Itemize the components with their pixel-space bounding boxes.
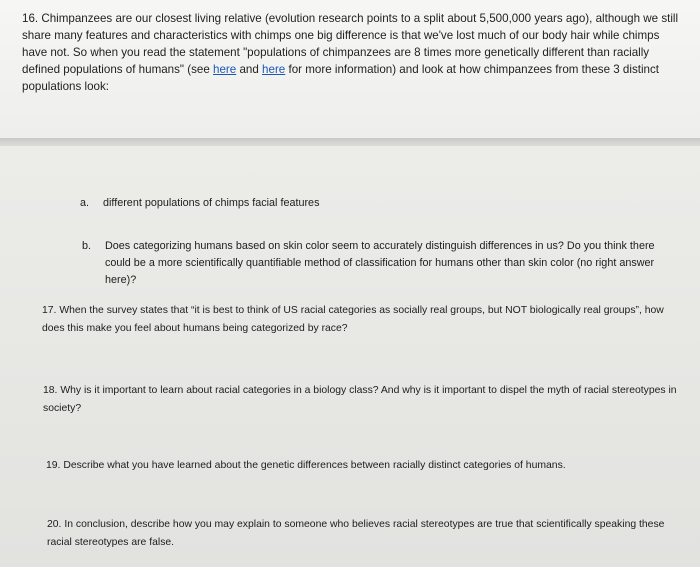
question-19: 19. Describe what you have learned about the genetic differences between racially distinct categories of humans. [46, 460, 566, 471]
sub-question-a [80, 195, 680, 212]
question-16-intro: 16. Chimpanzees are our closest living relative (evolution research points to a split about 5,500,000 years ago), although we still share many features and characteristics with chimps one big difference is that we've lost much of our body hair while chimps have not. So when you read the statement "populations of chimpanzees are 8 times more genetically different than racially defined populations of humans" (see [22, 12, 679, 76]
section-divider [0, 138, 700, 146]
here-link-1[interactable]: here [213, 63, 237, 76]
question-20: 20. In conclusion, describe how you may explain to someone who believes racial stereotypes are true that scientifically speaking these racial stereotypes are false. [47, 519, 665, 548]
question-18: 18. Why is it important to learn about racial categories in a biology class? And why is it important to dispel the myth of racial stereotypes in society? [43, 385, 677, 414]
question-16-panel [0, 0, 700, 138]
question-17: 17. When the survey states that “it is best to think of US racial categories as socially real groups, but NOT biologically real groups”, how does this make you feel about humans being categorized by race? [42, 305, 664, 334]
sub-question-a-text: different populations of chimps facial features [103, 197, 320, 209]
sub-question-b-text: Does categorizing humans based on skin color seem to accurately distinguish differences in us? Do you think there could be a more scientifically quantifiable method of classification for humans other than skin color (no right answer here)? [105, 240, 655, 286]
question-16-outro: for more information) and look at how chimpanzees from these 3 distinct populations look: [22, 63, 660, 93]
sub-question-b [82, 238, 682, 289]
here-link-2[interactable]: here [262, 63, 286, 76]
question-16-text [22, 10, 682, 95]
question-16-and: and [236, 63, 263, 76]
sub-question-b-marker: b. [82, 240, 92, 252]
sub-question-a-marker: a. [80, 197, 90, 209]
questions-panel [0, 146, 700, 567]
